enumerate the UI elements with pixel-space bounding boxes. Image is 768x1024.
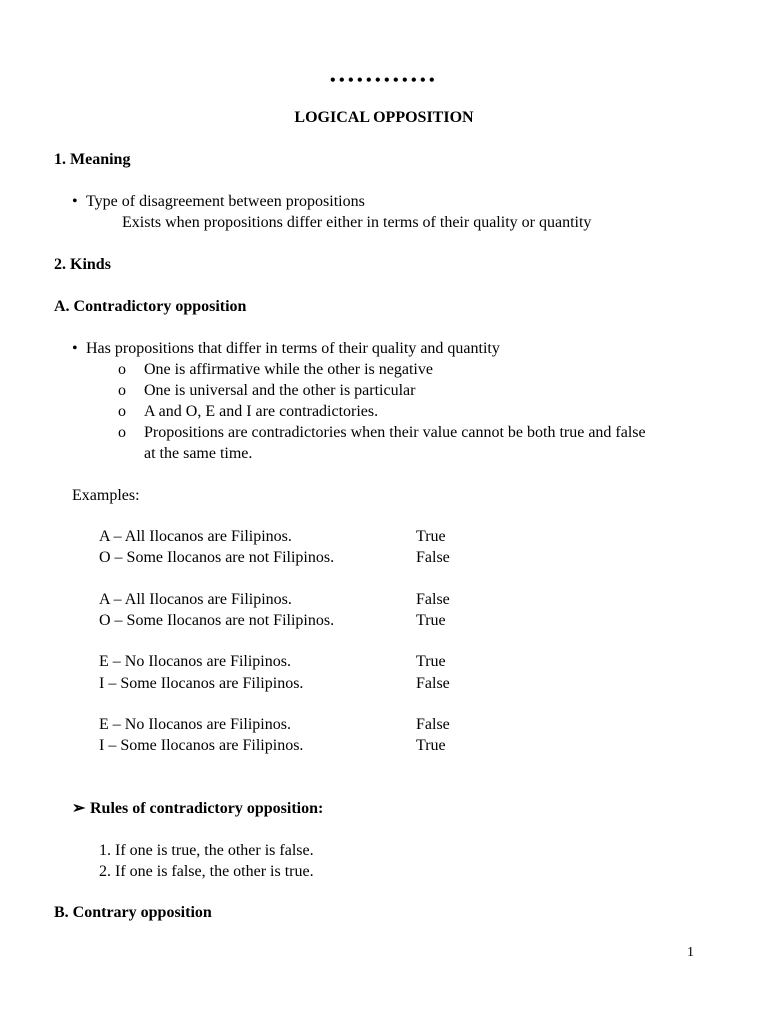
rule-item: 1. If one is true, the other is false.	[99, 842, 314, 859]
example-row	[99, 651, 499, 672]
list-item-text: One is universal and the other is particular	[144, 382, 416, 399]
example-row	[99, 673, 499, 694]
rule-item: 2. If one is false, the other is true.	[99, 863, 314, 880]
list-item	[118, 422, 646, 443]
page-number: 1	[687, 945, 694, 960]
section-heading-kinds: 2. Kinds	[54, 256, 111, 273]
circle-bullet-icon: o	[118, 361, 126, 378]
example-proposition: I – Some Ilocanos are Filipinos.	[99, 737, 304, 754]
subsection-heading-contradictory: A. Contradictory opposition	[54, 298, 247, 315]
example-proposition: A – All Ilocanos are Filipinos.	[99, 528, 292, 545]
example-truth-value: False	[416, 591, 450, 608]
example-truth-value: True	[416, 612, 446, 629]
meaning-bullet-item	[72, 191, 365, 212]
section-heading-meaning: 1. Meaning	[54, 151, 131, 168]
list-item-continuation: at the same time.	[144, 445, 253, 462]
example-row	[99, 735, 499, 756]
example-truth-value: False	[416, 675, 450, 692]
example-row	[99, 547, 499, 568]
example-proposition: E – No Ilocanos are Filipinos.	[99, 716, 291, 733]
circle-bullet-icon: o	[118, 424, 126, 441]
list-item-text: A and O, E and I are contradictories.	[144, 403, 379, 420]
example-truth-value: True	[416, 737, 446, 754]
rules-heading-item	[72, 798, 323, 819]
example-truth-value: True	[416, 653, 446, 670]
examples-label: Examples:	[72, 487, 140, 504]
example-proposition: O – Some Ilocanos are not Filipinos.	[99, 549, 335, 566]
example-row	[99, 526, 499, 547]
example-truth-value: False	[416, 549, 450, 566]
list-item	[118, 380, 415, 401]
bullet-icon: •	[72, 193, 78, 210]
example-truth-value: False	[416, 716, 450, 733]
example-truth-value: True	[416, 528, 446, 545]
list-item	[118, 359, 433, 380]
list-item	[118, 401, 378, 422]
example-row	[99, 589, 499, 610]
bullet-icon: •	[72, 340, 78, 357]
example-row	[99, 714, 499, 735]
circle-bullet-icon: o	[118, 382, 126, 399]
list-item-text: One is affirmative while the other is negative	[144, 361, 433, 378]
list-item-text: Propositions are contradictories when their value cannot be both true and false	[144, 424, 646, 441]
example-row	[99, 610, 499, 631]
page-title: LOGICAL OPPOSITION	[294, 109, 474, 126]
meaning-bullet-text: Type of disagreement between propositions	[86, 193, 365, 210]
meaning-sub-text: Exists when propositions differ either in terms of their quality or quantity	[122, 214, 592, 231]
circle-bullet-icon: o	[118, 403, 126, 420]
example-proposition: O – Some Ilocanos are not Filipinos.	[99, 612, 335, 629]
decorative-dots: ••••••••••••	[329, 72, 439, 89]
contradictory-bullet-item	[72, 338, 500, 359]
subsection-heading-contrary: B. Contrary opposition	[54, 904, 212, 921]
example-proposition: A – All Ilocanos are Filipinos.	[99, 591, 292, 608]
arrow-bullet-icon: ➢	[72, 800, 86, 817]
example-proposition: E – No Ilocanos are Filipinos.	[99, 653, 291, 670]
example-proposition: I – Some Ilocanos are Filipinos.	[99, 675, 304, 692]
rules-heading: Rules of contradictory opposition:	[90, 800, 324, 817]
contradictory-bullet-text: Has propositions that differ in terms of their quality and quantity	[86, 340, 500, 357]
